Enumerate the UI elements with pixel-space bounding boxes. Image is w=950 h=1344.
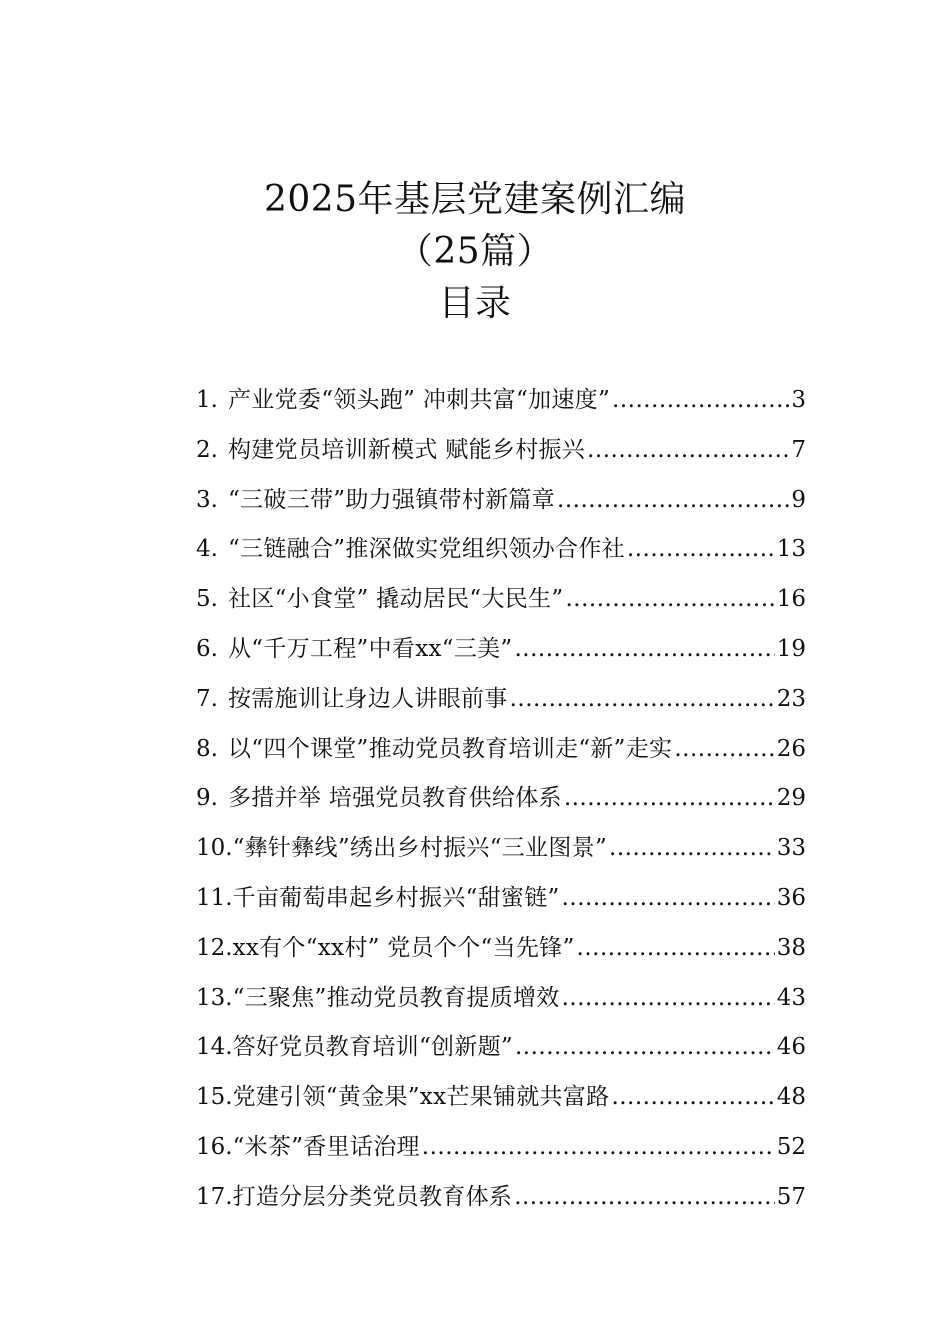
toc-dot-leader xyxy=(612,376,789,426)
toc-entry[interactable] xyxy=(196,824,806,874)
toc-entry-page: 48 xyxy=(776,1084,806,1111)
toc-entry[interactable] xyxy=(196,725,806,775)
toc-entry-number: 11. xyxy=(196,884,233,911)
toc-entry-title: 答好党员教育培训“创新题” xyxy=(232,1034,513,1061)
toc-entry-number: 4. xyxy=(196,536,218,563)
toc-entry[interactable] xyxy=(196,575,806,625)
toc-dot-leader xyxy=(587,426,789,476)
document-title: 2025年基层党建案例汇编 xyxy=(263,179,687,220)
toc-entry[interactable] xyxy=(196,476,806,526)
document-subtitle: （25篇） xyxy=(396,231,554,272)
toc-entry[interactable] xyxy=(196,525,806,575)
toc-entry-page: 3 xyxy=(791,387,806,413)
toc-dot-leader xyxy=(611,1073,774,1123)
toc-entry-title: “三聚焦”推动党员教育提质增效 xyxy=(232,984,560,1011)
toc-entry[interactable] xyxy=(196,376,806,426)
toc-dot-leader xyxy=(562,874,775,924)
toc-dot-leader xyxy=(627,525,775,575)
toc-entry-title: “三破三带”助力强镇带村新篇章 xyxy=(228,486,556,513)
toc-dot-leader xyxy=(514,1173,775,1223)
toc-dot-leader xyxy=(514,625,774,675)
toc-entry-title: 以“四个课堂”推动党员教育培训走“新”走实 xyxy=(228,735,673,762)
toc-entry[interactable] xyxy=(196,426,806,476)
toc-entry-page: 16 xyxy=(776,586,806,613)
toc-entry-page: 46 xyxy=(776,1034,806,1061)
toc-entry-page: 38 xyxy=(776,934,806,961)
toc-dot-leader xyxy=(674,725,774,775)
toc-dot-leader xyxy=(510,675,775,725)
toc-entry-number: 8. xyxy=(196,735,218,762)
toc-entry-page: 29 xyxy=(776,785,806,812)
toc-entry[interactable] xyxy=(196,1073,806,1123)
toc-dot-leader xyxy=(565,575,774,625)
toc-entry-page: 33 xyxy=(776,835,806,862)
toc-entry-number: 15. xyxy=(196,1084,233,1111)
toc-entry-title: xx有个“xx村” 党员个个“当先锋” xyxy=(232,934,575,961)
toc-entry[interactable] xyxy=(196,874,806,924)
toc-entry-title: 社区“小食堂” 撬动居民“大民生” xyxy=(228,586,564,613)
toc-entry-number: 5. xyxy=(196,586,218,613)
toc-entry-page: 13 xyxy=(776,536,806,563)
toc-entry-title: 多措并举 培强党员教育供给体系 xyxy=(228,785,562,812)
toc-entry-title: 从“千万工程”中看xx“三美” xyxy=(228,635,513,662)
toc-entry-page: 57 xyxy=(776,1183,806,1210)
toc-entry[interactable] xyxy=(196,974,806,1024)
toc-entry-number: 10. xyxy=(196,835,233,862)
toc-heading: 目录 xyxy=(438,283,512,324)
toc-entry-number: 3. xyxy=(196,486,218,513)
toc-entry-page: 52 xyxy=(776,1133,806,1160)
toc-entry-page: 7 xyxy=(791,436,806,463)
toc-entry-page: 26 xyxy=(776,735,806,762)
toc-dot-leader xyxy=(564,774,775,824)
toc-entry-title: 党建引领“黄金果”xx芒果铺就共富路 xyxy=(232,1084,610,1111)
toc-entry-title: 构建党员培训新模式 赋能乡村振兴 xyxy=(228,436,586,463)
toc-entry-title: “米茶”香里话治理 xyxy=(232,1133,420,1160)
toc-entry-number: 7. xyxy=(196,685,218,712)
toc-dot-leader xyxy=(562,974,775,1024)
toc-entry-number: 17. xyxy=(196,1183,233,1210)
toc-entry-page: 43 xyxy=(776,984,806,1011)
toc-entry-title: 打造分层分类党员教育体系 xyxy=(232,1183,513,1210)
toc-entry-number: 12. xyxy=(196,934,233,961)
toc-entry-page: 36 xyxy=(776,884,806,911)
toc-entry[interactable] xyxy=(196,1023,806,1073)
toc-entry[interactable] xyxy=(196,675,806,725)
toc-entry[interactable] xyxy=(196,1123,806,1173)
toc-entry-title: 千亩葡萄串起乡村振兴“甜蜜链” xyxy=(232,884,560,911)
toc-dot-leader xyxy=(422,1123,775,1173)
toc-entry-title: 产业党委“领头跑” 冲刺共富“加速度” xyxy=(228,387,611,413)
toc-entry[interactable] xyxy=(196,774,806,824)
toc-entry-page: 19 xyxy=(776,635,806,662)
toc-entry-page: 9 xyxy=(791,486,806,513)
toc-entry-title: “三链融合”推深做实党组织领办合作社 xyxy=(228,536,625,563)
toc-entry-number: 16. xyxy=(196,1133,233,1160)
toc-dot-leader xyxy=(515,1023,775,1073)
toc-entry-number: 14. xyxy=(196,1034,233,1061)
toc-entry-number: 2. xyxy=(196,436,218,463)
toc-dot-leader xyxy=(577,924,775,974)
toc-dot-leader xyxy=(557,476,789,526)
toc-entry[interactable] xyxy=(196,625,806,675)
toc-entry-number: 6. xyxy=(196,635,218,662)
toc-entry-title: 按需施训让身边人讲眼前事 xyxy=(228,685,508,712)
toc-entry-number: 9. xyxy=(196,785,218,812)
toc-entry[interactable] xyxy=(196,1173,806,1223)
toc-entry-number: 13. xyxy=(196,984,233,1011)
toc-entry[interactable] xyxy=(196,924,806,974)
table-of-contents xyxy=(196,376,806,1223)
toc-entry-number: 1. xyxy=(196,387,218,413)
toc-entry-title: “彝针彝线”绣出乡村振兴“三业图景” xyxy=(232,835,608,862)
toc-entry-page: 23 xyxy=(776,685,806,712)
toc-dot-leader xyxy=(609,824,775,874)
